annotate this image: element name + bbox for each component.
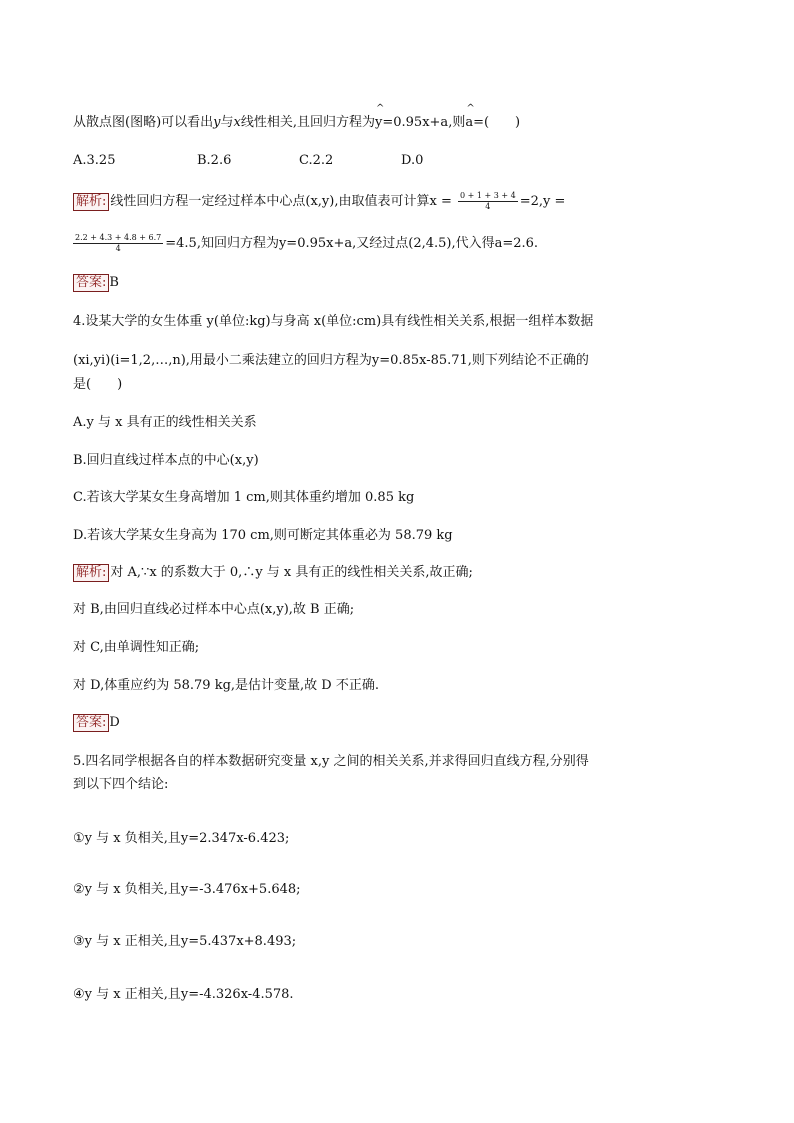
q3-option-c: C.2.2 (299, 153, 334, 168)
analysis-label: 解析: (73, 193, 109, 211)
q4-analysis-line-1 (73, 564, 473, 582)
q4-analysis-text: 对 A,∵x 的系数大于 0,∴y 与 x 具有正的线性相关关系,故正确; (110, 565, 473, 580)
q3-regression-equation: ^ y=0.95x+a (375, 114, 448, 132)
q3-var-y: y (213, 115, 221, 130)
q3-fraction-x (458, 191, 518, 212)
q4-analysis-line-3: 对 C,由单调性知正确; (73, 640, 200, 655)
q3-stem-text-2: 线性相关,且回归方程为 (240, 115, 376, 130)
q4-stem-line-1: 4.设某大学的女生体重 y(单位:kg)与身高 x(单位:cm)具有线性相关关系,根据一组样本数据 (73, 314, 594, 329)
q5-conclusion-1: ①y 与 x 负相关,且y=2.347x-6.423; (73, 831, 290, 846)
q5-conclusion-4: ④y 与 x 正相关,且y=-4.326x-4.578. (73, 987, 294, 1002)
q4-option-b: B.回归直线过样本点的中心(x,y) (73, 453, 259, 468)
q3-analysis-text: 线性回归方程一定经过样本中心点(x,y),由取值表可计算x = (110, 194, 452, 209)
q3-option-d: D.0 (401, 153, 424, 168)
q4-answer-value: D (109, 715, 120, 730)
q4-answer (73, 714, 120, 732)
q3-analysis-text-2: =2,y = (519, 194, 566, 209)
q4-option-d: D.若该大学某女生身高为 170 cm,则可断定其体重必为 58.79 kg (73, 528, 453, 543)
q3-analysis-line-2 (73, 233, 538, 254)
q4-stem-line-3: 是( ) (73, 377, 123, 392)
q5-conclusion-2: ②y 与 x 负相关,且y=-3.476x+5.648; (73, 882, 301, 897)
q4-analysis-line-2: 对 B,由回归直线必过样本中心点(x,y),故 B 正确; (73, 602, 355, 617)
answer-label: 答案: (73, 714, 109, 732)
q3-option-a: A.3.25 (73, 153, 116, 168)
q3-analysis-text-3: =4.5,知回归方程为y=0.95x+a,又经过点(2,4.5),代入得a=2.6. (165, 236, 539, 251)
q5-conclusion-3: ③y 与 x 正相关,且y=5.437x+8.493; (73, 934, 297, 949)
q3-stem-and: 与 (220, 115, 234, 130)
q3-option-b: B.2.6 (197, 153, 232, 168)
q4-stem-line-2: (xi,yi)(i=1,2,…,n),用最小二乘法建立的回归方程为y=0.85x-85.71,则下列结论不正确的 (73, 353, 589, 368)
fraction-denominator: 4 (485, 202, 491, 211)
q5-stem-line-2: 到以下四个结论: (73, 777, 169, 792)
q3-answer (73, 274, 119, 292)
q3-stem-then: ,则 (448, 115, 466, 130)
q3-var-x: x (233, 115, 241, 130)
fraction-numerator: 0 + 1 + 3 + 4 (459, 191, 516, 200)
q3-stem (73, 114, 520, 132)
q3-fraction-y (73, 233, 163, 254)
q3-stem-question: ^ a=( ) (465, 114, 520, 132)
q4-option-a: A.y 与 x 具有正的线性相关关系 (73, 415, 257, 430)
q3-analysis-line-1 (73, 191, 565, 212)
q3-answer-value: B (109, 275, 119, 290)
q5-stem-line-1: 5.四名同学根据各自的样本数据研究变量 x,y 之间的相关关系,并求得回归直线方程,分别得 (73, 754, 589, 769)
q3-options (73, 152, 573, 170)
analysis-label: 解析: (73, 564, 109, 582)
q4-option-c: C.若该大学某女生身高增加 1 cm,则其体重约增加 0.85 kg (73, 490, 415, 505)
fraction-numerator: 2.2 + 4.3 + 4.8 + 6.7 (75, 233, 162, 242)
fraction-denominator: 4 (115, 244, 121, 253)
q3-stem-text: 从散点图(图略)可以看出 (73, 115, 214, 130)
q4-analysis-line-4: 对 D,体重应约为 58.79 kg,是估计变量,故 D 不正确. (73, 678, 379, 693)
answer-label: 答案: (73, 274, 109, 292)
